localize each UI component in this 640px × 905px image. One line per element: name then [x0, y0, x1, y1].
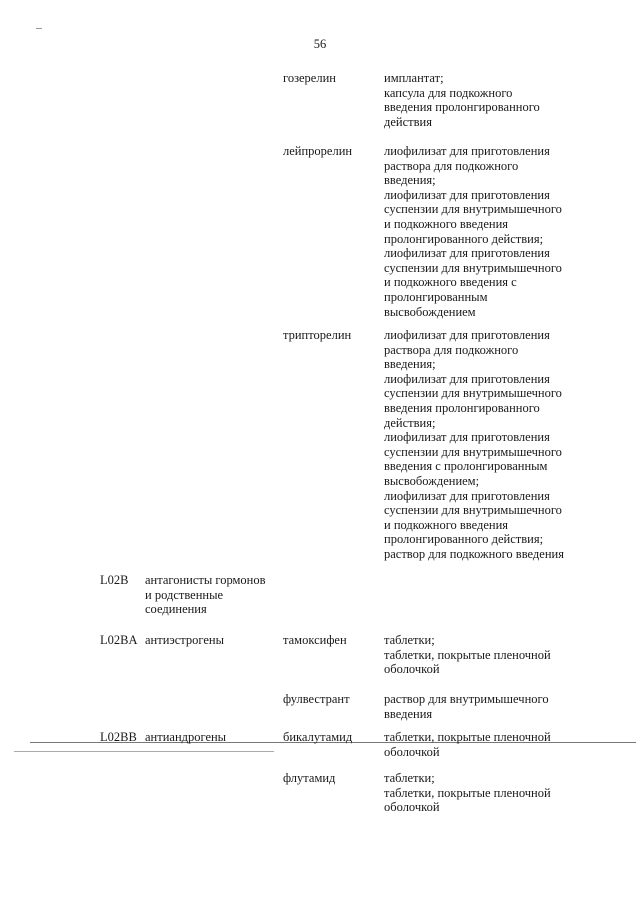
- dosage-form-line: высвобождением: [384, 304, 476, 319]
- dosage-form-line: таблетки, покрытые пленочной: [384, 730, 551, 744]
- atc-code: L02B: [100, 573, 129, 587]
- dosage-form-line: и подкожного введения с: [384, 275, 517, 290]
- dosage-form-line: пролонгированного действия;: [384, 532, 544, 547]
- dosage-forms: [384, 771, 584, 815]
- dosage-form-line: лиофилизат для приготовления: [384, 430, 550, 445]
- dosage-forms: [384, 730, 584, 759]
- group-line: и родственные: [145, 587, 224, 602]
- dosage-form-line: пролонгированным: [384, 289, 488, 304]
- dosage-form-line: раствора для подкожного: [384, 342, 519, 357]
- atc-group-name: [145, 633, 290, 648]
- scan-mark: [36, 28, 42, 29]
- dosage-form-line: суспензии для внутримышечного: [384, 260, 562, 275]
- dosage-form-line: суспензии для внутримышечного: [384, 503, 562, 518]
- group-line: антиэстрогены: [145, 633, 225, 647]
- dosage-forms: [384, 633, 584, 677]
- dosage-form-line: суспензии для внутримышечного: [384, 202, 562, 217]
- drug-name: флутамид: [283, 771, 336, 785]
- dosage-form-line: оболочкой: [384, 800, 440, 815]
- atc-group-name: [145, 573, 290, 617]
- dosage-forms: [384, 144, 584, 319]
- dosage-form-line: действия: [384, 114, 432, 129]
- dosage-form-line: лиофилизат для приготовления: [384, 144, 550, 158]
- dosage-forms: [384, 71, 584, 129]
- dosage-form-line: таблетки, покрытые пленочной: [384, 785, 551, 800]
- drug-name: лейпрорелин: [283, 144, 353, 158]
- dosage-form-line: раствор для подкожного введения: [384, 546, 564, 561]
- dosage-form-line: имплантат;: [384, 71, 444, 85]
- dosage-form-line: таблетки;: [384, 633, 435, 647]
- dosage-form-line: введения с пролонгированным: [384, 459, 548, 474]
- dosage-form-line: введения пролонгированного: [384, 400, 540, 415]
- dosage-forms: [384, 328, 584, 562]
- dosage-form-line: капсула для подкожного: [384, 85, 513, 100]
- dosage-form-line: раствор для внутримышечного: [384, 692, 549, 706]
- group-line: соединения: [145, 602, 207, 617]
- dosage-form-line: пролонгированного действия;: [384, 231, 544, 246]
- page-number: 56: [313, 37, 327, 51]
- dosage-form-line: оболочкой: [384, 744, 440, 759]
- dosage-form-line: и подкожного введения: [384, 216, 509, 231]
- dosage-form-line: таблетки;: [384, 771, 435, 785]
- dosage-form-line: введения: [384, 706, 433, 721]
- atc-group-name: [145, 730, 290, 745]
- dosage-form-line: введения;: [384, 173, 436, 188]
- dosage-form-line: лиофилизат для приготовления: [384, 488, 550, 503]
- drug-name: бикалутамид: [283, 730, 353, 744]
- group-line: антиандрогены: [145, 730, 227, 744]
- dosage-form-line: суспензии для внутримышечного: [384, 386, 562, 401]
- atc-code: L02BA: [100, 633, 138, 647]
- dosage-form-line: суспензии для внутримышечного: [384, 444, 562, 459]
- dosage-form-line: оболочкой: [384, 662, 440, 677]
- dosage-form-line: лиофилизат для приготовления: [384, 246, 550, 261]
- dosage-form-line: лиофилизат для приготовления: [384, 371, 550, 386]
- dosage-form-line: лиофилизат для приготовления: [384, 328, 550, 342]
- group-line: антагонисты гормонов: [145, 573, 266, 587]
- atc-code: L02BB: [100, 730, 137, 744]
- dosage-form-line: высвобождением;: [384, 473, 480, 488]
- dosage-form-line: действия;: [384, 415, 436, 430]
- dosage-form-line: введения;: [384, 357, 436, 372]
- dosage-form-line: введения пролонгированного: [384, 100, 540, 115]
- dosage-form-line: раствора для подкожного: [384, 158, 519, 173]
- dosage-forms: [384, 692, 584, 721]
- dosage-form-line: и подкожного введения: [384, 517, 509, 532]
- drug-name: трипторелин: [283, 328, 352, 342]
- dosage-form-line: таблетки, покрытые пленочной: [384, 647, 551, 662]
- scan-line-artifact-lower: [14, 751, 274, 752]
- drug-name: тамоксифен: [283, 633, 347, 647]
- dosage-form-line: лиофилизат для приготовления: [384, 187, 550, 202]
- drug-name: гозерелин: [283, 71, 336, 85]
- drug-name: фулвестрант: [283, 692, 350, 706]
